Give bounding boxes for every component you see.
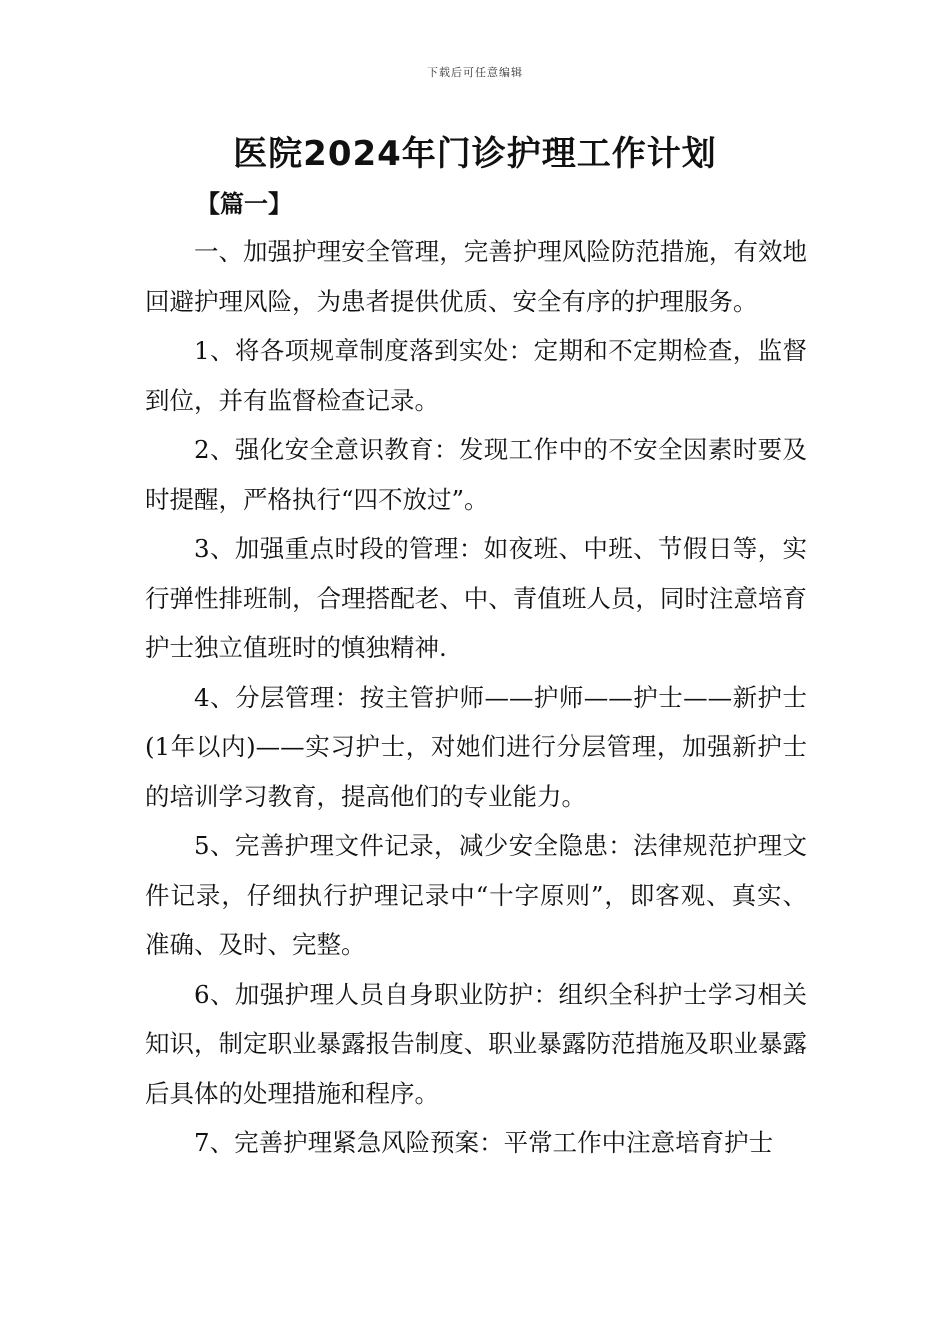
- paragraph: 4、分层管理：按主管护师——护师——护士——新护士(1年以内)——实习护士，对她们进行分层管理，加强新护士的培训学习教育，提高他们的专业能力。: [145, 682, 807, 811]
- paragraph: 7、完善护理紧急风险预案：平常工作中注意培育护士: [194, 1128, 774, 1157]
- header-note: 下载后可任意编辑: [427, 66, 523, 79]
- paragraph: 6、加强护理人员自身职业防护：组织全科护士学习相关知识，制定职业暴露报告制度、职业暴露防范措施及职业暴露后具体的处理措施和程序。: [145, 979, 807, 1108]
- document-body: [145, 227, 807, 1168]
- paragraph: 3、加强重点时段的管理：如夜班、中班、节假日等，实行弹性排班制，合理搭配老、中、青值班人员，同时注意培育护士独立值班时的慎独精神.: [145, 534, 807, 662]
- document-title: 医院2024年门诊护理工作计划: [233, 134, 717, 174]
- paragraph: 1、将各项规章制度落到实处：定期和不定期检查，监督到位，并有监督检查记录。: [145, 336, 807, 415]
- paragraph: 5、完善护理文件记录，减少安全隐患：法律规范护理文件记录，仔细执行护理记录中“十字原则”，即客观、真实、准确、及时、完整。: [145, 831, 807, 959]
- paragraph: 一、加强护理安全管理，完善护理风险防范措施，有效地回避护理风险，为患者提供优质、安全有序的护理服务。: [145, 237, 807, 316]
- section-label: 【篇一】: [196, 190, 292, 218]
- paragraph: 2、强化安全意识教育：发现工作中的不安全因素时要及时提醒，严格执行“四不放过”。: [145, 435, 807, 514]
